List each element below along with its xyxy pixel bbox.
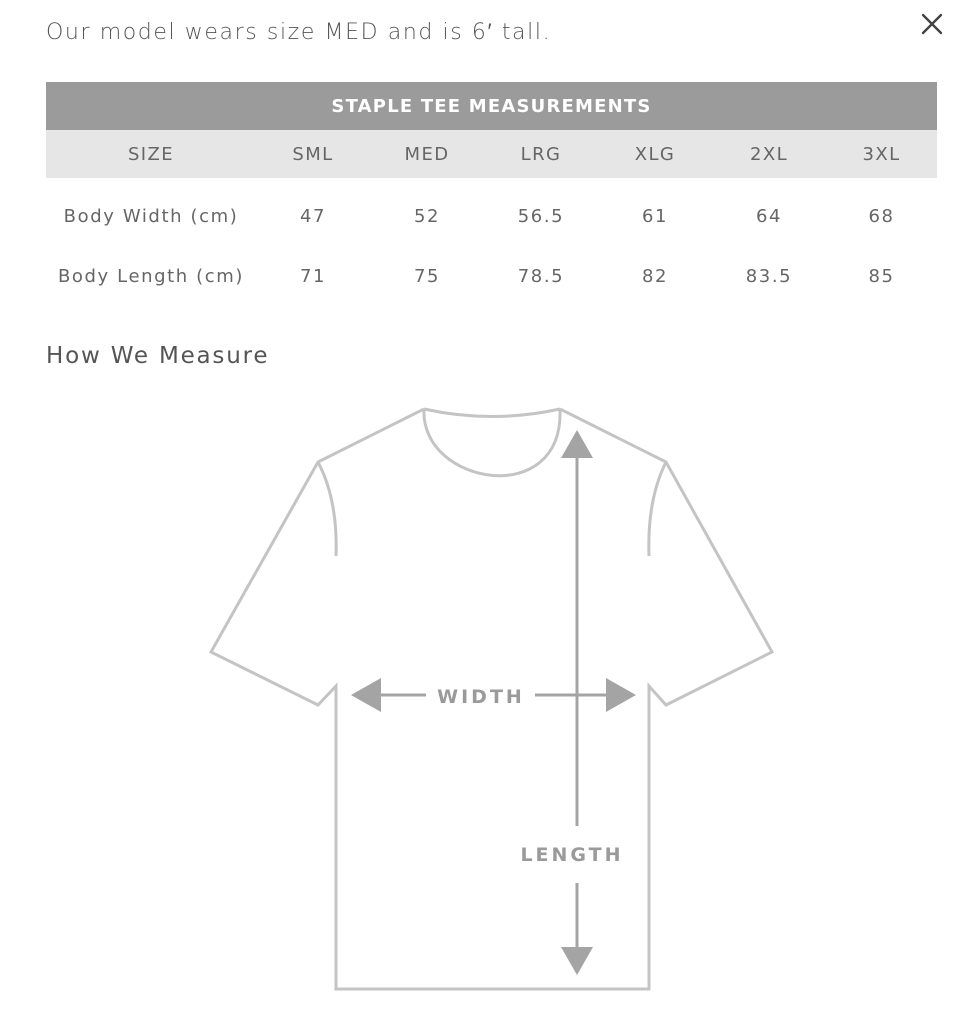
header-cell-sml: SML bbox=[292, 143, 334, 165]
table-cell: 47 bbox=[299, 205, 327, 227]
table-row-body-length bbox=[46, 246, 937, 306]
header-cell-size: SIZE bbox=[127, 143, 175, 165]
header-cell-xlg: XLG bbox=[634, 143, 676, 165]
size-chart-table bbox=[46, 82, 937, 306]
tshirt-neckline bbox=[424, 409, 560, 417]
table-cell: 75 bbox=[413, 265, 441, 287]
width-label: WIDTH bbox=[437, 686, 525, 708]
table-cell: 61 bbox=[641, 205, 669, 227]
header-cell-lrg: LRG bbox=[520, 143, 562, 165]
table-cell: 64 bbox=[755, 205, 783, 227]
table-cell: 82 bbox=[641, 265, 669, 287]
table-cell: 52 bbox=[413, 205, 441, 227]
header-cell-med: MED bbox=[404, 143, 450, 165]
length-label: LENGTH bbox=[520, 844, 624, 866]
table-cell: 56.5 bbox=[517, 205, 565, 227]
tshirt-measure-diagram bbox=[0, 390, 971, 1010]
table-cell: 78.5 bbox=[517, 265, 565, 287]
table-cell: 71 bbox=[299, 265, 327, 287]
left-sleeve-seam bbox=[318, 462, 336, 556]
table-cell: 68 bbox=[868, 205, 895, 227]
table-row-body-width bbox=[46, 186, 937, 246]
row-label: Body Length (cm) bbox=[57, 265, 245, 287]
length-arrow bbox=[561, 430, 593, 975]
tshirt-collar bbox=[424, 409, 560, 476]
row-label: Body Width (cm) bbox=[63, 205, 239, 227]
close-button[interactable] bbox=[914, 6, 950, 42]
table-cell: 83.5 bbox=[745, 265, 793, 287]
how-we-measure-heading: How We Measure bbox=[46, 343, 270, 369]
right-sleeve-seam bbox=[649, 462, 666, 556]
close-icon bbox=[920, 12, 944, 36]
header-cell-3xl: 3XL bbox=[862, 143, 901, 165]
table-cell: 85 bbox=[868, 265, 895, 287]
size-chart-title: STAPLE TEE MEASUREMENTS bbox=[46, 82, 937, 130]
model-size-note: Our model wears size MED and is 6′ tall. bbox=[46, 20, 552, 45]
size-chart-header-row bbox=[46, 130, 937, 178]
header-cell-2xl: 2XL bbox=[749, 143, 788, 165]
